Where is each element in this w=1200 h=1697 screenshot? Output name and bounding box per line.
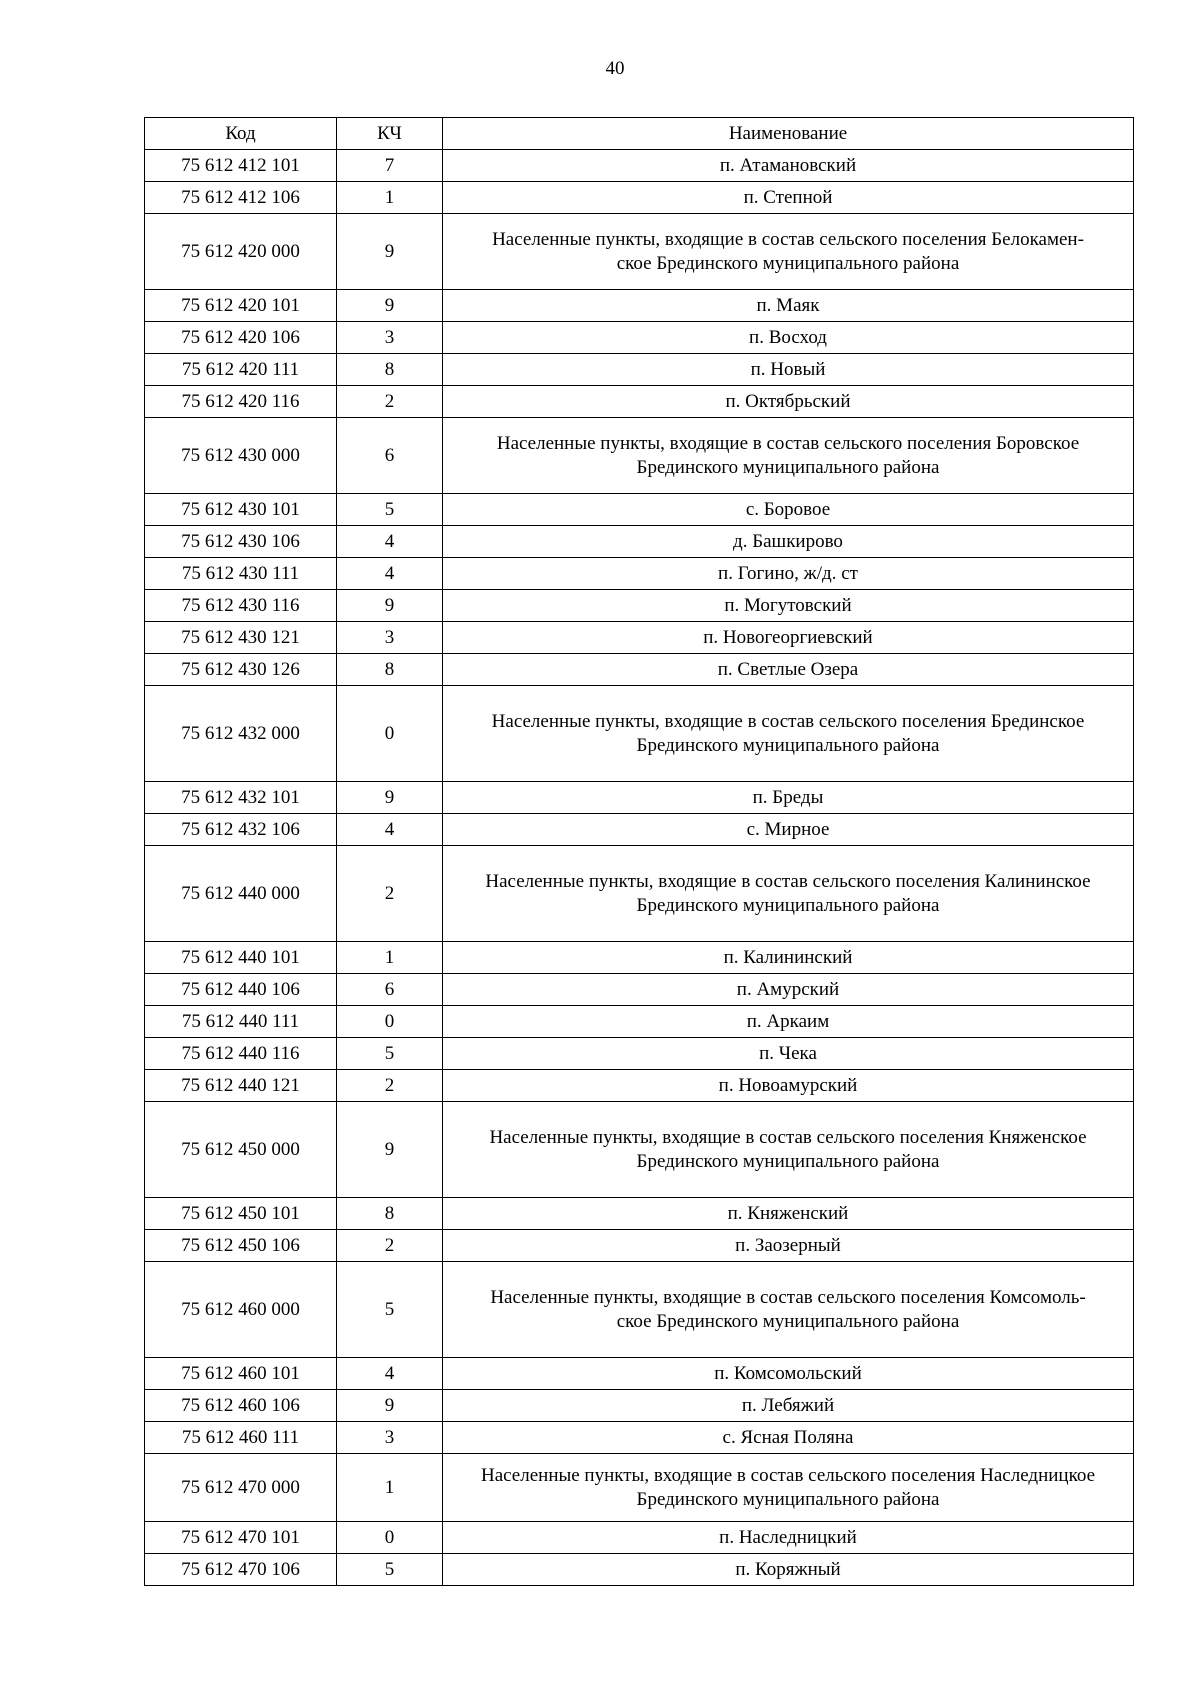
- cell-name: п. Могутовский: [443, 590, 1134, 622]
- cell-name: п. Светлые Озера: [443, 654, 1134, 686]
- table-row: [145, 150, 1134, 182]
- cell-name: п. Калининский: [443, 942, 1134, 974]
- cell-code: 75 612 470 000: [145, 1454, 337, 1522]
- table-row: [145, 386, 1134, 418]
- table-row: [145, 942, 1134, 974]
- cell-kch: 5: [337, 494, 443, 526]
- cell-code: 75 612 432 101: [145, 782, 337, 814]
- cell-code: 75 612 440 106: [145, 974, 337, 1006]
- cell-name: п. Степной: [443, 182, 1134, 214]
- cell-kch: 9: [337, 782, 443, 814]
- cell-name: с. Ясная Поляна: [443, 1422, 1134, 1454]
- cell-name: [443, 846, 1134, 942]
- cell-kch: 3: [337, 1422, 443, 1454]
- table-row: [145, 654, 1134, 686]
- table-row-group: [145, 214, 1134, 290]
- cell-name: с. Боровое: [443, 494, 1134, 526]
- cell-kch: 8: [337, 654, 443, 686]
- cell-code: 75 612 460 111: [145, 1422, 337, 1454]
- name-line: Брединского муниципального района: [636, 734, 940, 756]
- name-line: Брединского муниципального района: [636, 1150, 940, 1172]
- cell-kch: 0: [337, 686, 443, 782]
- table-row: [145, 590, 1134, 622]
- cell-code: 75 612 412 106: [145, 182, 337, 214]
- cell-kch: 9: [337, 1102, 443, 1198]
- cell-name: [443, 686, 1134, 782]
- table-row-group: [145, 1102, 1134, 1198]
- name-line: Населенные пункты, входящие в состав сельского поселения Брединское: [491, 710, 1085, 732]
- cell-code: 75 612 470 106: [145, 1554, 337, 1586]
- name-line: Населенные пункты, входящие в состав сельского поселения Наследницкое: [480, 1464, 1096, 1486]
- cell-name: п. Заозерный: [443, 1230, 1134, 1262]
- table-row: [145, 494, 1134, 526]
- table-row: [145, 1198, 1134, 1230]
- cell-name: [443, 418, 1134, 494]
- header-name: Наименование: [443, 118, 1134, 150]
- table-row: [145, 1006, 1134, 1038]
- cell-code: 75 612 450 106: [145, 1230, 337, 1262]
- cell-name: п. Коряжный: [443, 1554, 1134, 1586]
- cell-code: 75 612 430 000: [145, 418, 337, 494]
- name-line: Населенные пункты, входящие в состав сельского поселения Белокамен-: [492, 228, 1084, 250]
- cell-code: 75 612 412 101: [145, 150, 337, 182]
- name-line: Брединского муниципального района: [636, 894, 940, 916]
- page-number: 40: [605, 58, 625, 79]
- cell-code: 75 612 430 111: [145, 558, 337, 590]
- table-row: [145, 322, 1134, 354]
- cell-name: п. Октябрьский: [443, 386, 1134, 418]
- cell-code: 75 612 420 116: [145, 386, 337, 418]
- table-row: [145, 526, 1134, 558]
- cell-code: 75 612 430 101: [145, 494, 337, 526]
- cell-kch: 4: [337, 1358, 443, 1390]
- table-row: [145, 354, 1134, 386]
- cell-name: п. Гогино, ж/д. ст: [443, 558, 1134, 590]
- cell-name: п. Новый: [443, 354, 1134, 386]
- name-line: Населенные пункты, входящие в состав сельского поселения Комсомоль-: [490, 1286, 1086, 1308]
- table-header-row: [145, 118, 1134, 150]
- cell-name: п. Новоамурский: [443, 1070, 1134, 1102]
- classifier-table: [144, 117, 1134, 1586]
- cell-kch: 4: [337, 814, 443, 846]
- table-row: [145, 1390, 1134, 1422]
- cell-name: [443, 1262, 1134, 1358]
- cell-kch: 2: [337, 1070, 443, 1102]
- cell-kch: 1: [337, 942, 443, 974]
- cell-kch: 6: [337, 974, 443, 1006]
- cell-name: п. Лебяжий: [443, 1390, 1134, 1422]
- cell-kch: 2: [337, 846, 443, 942]
- cell-code: 75 612 460 101: [145, 1358, 337, 1390]
- cell-code: 75 612 460 106: [145, 1390, 337, 1422]
- cell-code: 75 612 460 000: [145, 1262, 337, 1358]
- table-row: [145, 1070, 1134, 1102]
- cell-name: п. Аркаим: [443, 1006, 1134, 1038]
- cell-code: 75 612 440 111: [145, 1006, 337, 1038]
- table-row: [145, 1422, 1134, 1454]
- table-row: [145, 1522, 1134, 1554]
- cell-name: [443, 1454, 1134, 1522]
- name-line: Населенные пункты, входящие в состав сельского поселения Калининское: [485, 870, 1091, 892]
- table-row: [145, 1554, 1134, 1586]
- cell-kch: 3: [337, 622, 443, 654]
- cell-code: 75 612 440 121: [145, 1070, 337, 1102]
- cell-kch: 6: [337, 418, 443, 494]
- cell-kch: 9: [337, 290, 443, 322]
- table-row: [145, 1358, 1134, 1390]
- cell-kch: 4: [337, 558, 443, 590]
- header-code: Код: [145, 118, 337, 150]
- name-line: Населенные пункты, входящие в состав сельского поселения Боровское: [496, 432, 1080, 454]
- table-row: [145, 782, 1134, 814]
- table-row-group: [145, 1454, 1134, 1522]
- cell-kch: 0: [337, 1006, 443, 1038]
- cell-code: 75 612 440 000: [145, 846, 337, 942]
- cell-name: д. Башкирово: [443, 526, 1134, 558]
- cell-name: с. Мирное: [443, 814, 1134, 846]
- cell-kch: 9: [337, 590, 443, 622]
- cell-kch: 5: [337, 1262, 443, 1358]
- name-line: Брединского муниципального района: [636, 1488, 940, 1510]
- table-row: [145, 814, 1134, 846]
- cell-kch: 0: [337, 1522, 443, 1554]
- cell-code: 75 612 420 106: [145, 322, 337, 354]
- cell-kch: 8: [337, 354, 443, 386]
- cell-name: п. Новогеоргиевский: [443, 622, 1134, 654]
- cell-kch: 4: [337, 526, 443, 558]
- cell-code: 75 612 440 101: [145, 942, 337, 974]
- cell-name: п. Бреды: [443, 782, 1134, 814]
- table-row: [145, 974, 1134, 1006]
- cell-kch: 2: [337, 1230, 443, 1262]
- cell-code: 75 612 430 116: [145, 590, 337, 622]
- table-row: [145, 1230, 1134, 1262]
- name-line: Населенные пункты, входящие в состав сельского поселения Княженское: [489, 1126, 1087, 1148]
- table-row-group: [145, 1262, 1134, 1358]
- table-row-group: [145, 846, 1134, 942]
- cell-code: 75 612 420 101: [145, 290, 337, 322]
- table-row: [145, 558, 1134, 590]
- cell-kch: 5: [337, 1038, 443, 1070]
- cell-code: 75 612 450 000: [145, 1102, 337, 1198]
- cell-code: 75 612 440 116: [145, 1038, 337, 1070]
- table-row: [145, 182, 1134, 214]
- cell-code: 75 612 430 106: [145, 526, 337, 558]
- cell-kch: 3: [337, 322, 443, 354]
- cell-kch: 1: [337, 182, 443, 214]
- name-line: ское Брединского муниципального района: [616, 1310, 960, 1332]
- name-line: ское Брединского муниципального района: [616, 252, 960, 274]
- cell-kch: 9: [337, 1390, 443, 1422]
- table-row: [145, 622, 1134, 654]
- cell-name: п. Княженский: [443, 1198, 1134, 1230]
- table-row-group: [145, 686, 1134, 782]
- table-row: [145, 1038, 1134, 1070]
- table-row: [145, 290, 1134, 322]
- cell-name: п. Атамановский: [443, 150, 1134, 182]
- cell-name: п. Амурский: [443, 974, 1134, 1006]
- cell-kch: 1: [337, 1454, 443, 1522]
- cell-name: [443, 214, 1134, 290]
- table-row-group: [145, 418, 1134, 494]
- name-line: Брединского муниципального района: [636, 456, 940, 478]
- cell-name: п. Восход: [443, 322, 1134, 354]
- cell-code: 75 612 450 101: [145, 1198, 337, 1230]
- cell-kch: 7: [337, 150, 443, 182]
- cell-code: 75 612 420 111: [145, 354, 337, 386]
- cell-code: 75 612 420 000: [145, 214, 337, 290]
- cell-code: 75 612 432 000: [145, 686, 337, 782]
- cell-name: [443, 1102, 1134, 1198]
- cell-kch: 9: [337, 214, 443, 290]
- cell-code: 75 612 430 126: [145, 654, 337, 686]
- cell-kch: 2: [337, 386, 443, 418]
- cell-name: п. Маяк: [443, 290, 1134, 322]
- header-kch: КЧ: [337, 118, 443, 150]
- cell-name: п. Комсомольский: [443, 1358, 1134, 1390]
- cell-code: 75 612 470 101: [145, 1522, 337, 1554]
- cell-code: 75 612 430 121: [145, 622, 337, 654]
- cell-kch: 5: [337, 1554, 443, 1586]
- cell-name: п. Наследницкий: [443, 1522, 1134, 1554]
- cell-name: п. Чека: [443, 1038, 1134, 1070]
- cell-code: 75 612 432 106: [145, 814, 337, 846]
- cell-kch: 8: [337, 1198, 443, 1230]
